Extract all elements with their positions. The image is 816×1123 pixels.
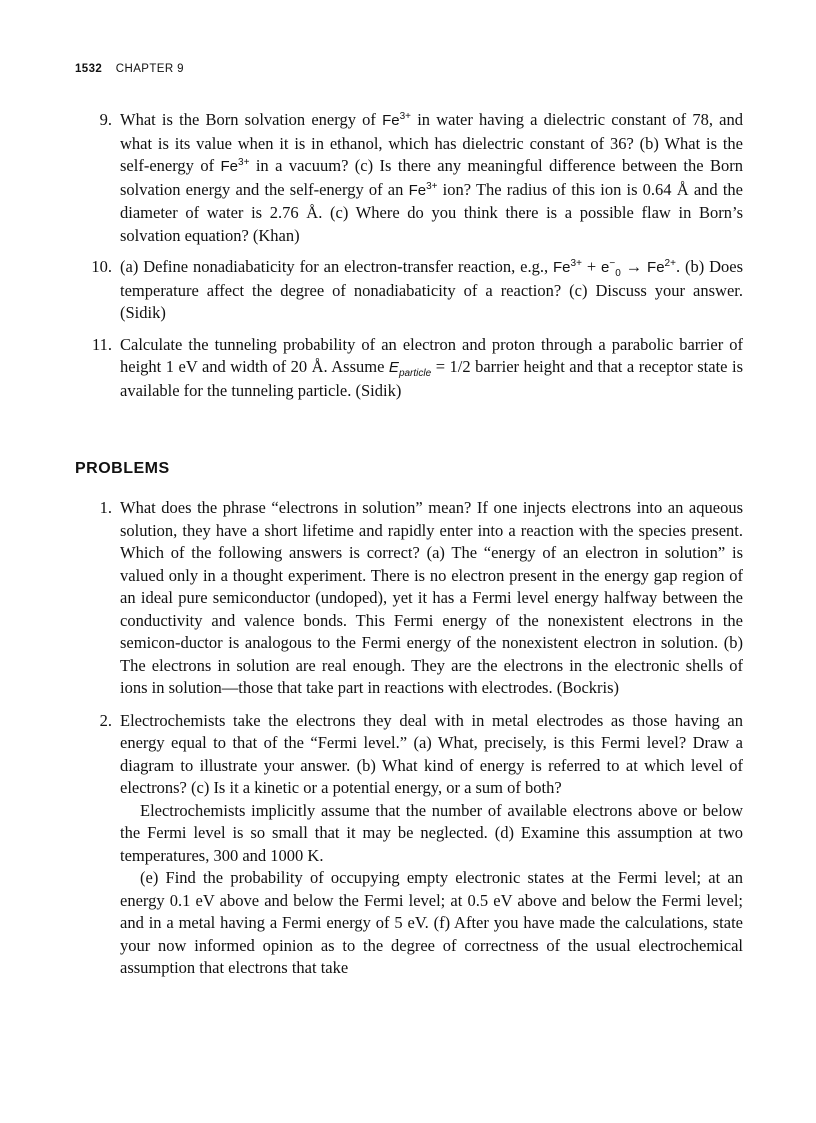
- problems-list: [75, 497, 743, 990]
- chemical-formula: [221, 158, 250, 175]
- question-item: [75, 109, 743, 247]
- text-run: What is the Born solvation energy of: [120, 110, 383, 129]
- text-run: = 1/2 barrier height and that a receptor state is available for the tunneling particle. (Sidik): [120, 357, 743, 400]
- chemical-formula: [382, 112, 411, 129]
- text-run: (a) Define nonadiabaticity for an electron-transfer reaction, e.g.,: [120, 257, 554, 276]
- problem-number: 1.: [99, 498, 112, 517]
- question-item: [75, 256, 743, 325]
- formula-superscript: 2+: [664, 258, 676, 269]
- text-run: +: [581, 257, 602, 276]
- formula-superscript: 3+: [570, 258, 582, 269]
- formula-subscript: 0: [615, 268, 621, 279]
- question-text: [120, 109, 743, 247]
- formula-superscript: 3+: [238, 157, 250, 168]
- formula-base: Fe: [408, 181, 427, 199]
- chemical-formula: [647, 259, 676, 276]
- chemical-formula: [409, 182, 438, 199]
- problem-paragraph: Electrochemists take the electrons they deal with in metal electrodes as those having an energy equal to that of the “Fermi level.” (a) What, precisely, is this Fermi level? Draw a diagram to illustrate your answer. (b) What kind of energy is referred to at which level of electrons? (c) Is it a kinetic or a potential energy, or a sum of both?: [120, 710, 743, 797]
- problem-number: 2.: [99, 710, 112, 730]
- problem-paragraph: (e) Find the probability of occupying empty electronic states at the Fermi level; at an energy 0.1 eV above and below the Fermi level; at 0.5 eV above and below the Fermi level; and in a metal having a Fermi energy of 5 eV. (f) After you have made the calculations, state your now informed opinion as to the degree of correctness of the usual electrochemical assumption that electrons that take: [120, 868, 743, 977]
- question-number: 11.: [91, 334, 112, 354]
- formula-base: Fe: [553, 259, 571, 276]
- formula-base: Fe: [382, 112, 400, 129]
- page-header: [75, 63, 184, 75]
- formula-superscript: 3+: [426, 180, 438, 192]
- problem-paragraph: Electrochemists implicitly assume that the number of available electrons above or below the Fermi level is so small that it may be neglected. (d) Examine this assumption at two temperatures, 300 and 1000 K.: [120, 800, 743, 865]
- text-run: →: [620, 257, 648, 276]
- text-run: in water having a dielectric constant of 78, and what is its value when it is in ethanol, which has dielectric constant of 36? (b) What is the self-energy of: [120, 110, 743, 175]
- text-run: in a vacuum? (c) Is there any meaningful difference between the Born solvation energy and the self-energy of an: [120, 156, 744, 199]
- text-run: Calculate the tunneling probability of an electron and proton through a parabolic barrier of height 1 eV and width of 20 Å. Assume: [120, 334, 743, 376]
- chemical-formula: [553, 259, 582, 276]
- problem-text: [120, 497, 743, 700]
- question-text: [120, 334, 743, 403]
- formula-base: e: [601, 259, 610, 276]
- formula-base: E: [388, 359, 399, 376]
- problem-text: [120, 710, 743, 980]
- formula-superscript: 3+: [399, 111, 411, 122]
- question-item: [75, 334, 743, 403]
- formula-superscript: −: [609, 258, 616, 269]
- problem-item: [75, 710, 743, 980]
- problem-paragraph: What does the phrase “electrons in solution” mean? If one injects electrons into an aqueous solution, they have a short lifetime and rapidly enter into a reaction with the species present. Which of the following answers is correct? (a) The “energy of an electron in solution” is valued only in a thought experiment. There is no electron present in the energy gap region of an ideal pure semiconductor (undoped), yet it has a Fermi level energy halfway between the conductivity and valence bonds. This Fermi energy of the nonexistent electrons in the semicon-ductor is analogous to the Fermi energy of the nonexistent electron in solution. (b) The electrons in solution are real enough. They are the electrons in the electronic shells of ions in solution—those that take part in reactions with electrodes. (Bockris): [120, 498, 743, 697]
- problem-item: [75, 497, 743, 700]
- page-number: 1532: [75, 63, 103, 75]
- chemical-formula: [388, 359, 432, 379]
- questions-list: [75, 109, 743, 411]
- chapter-label: CHAPTER 9: [115, 63, 184, 75]
- formula-base: Fe: [220, 158, 239, 175]
- text-run: . (b) Does temperature affect the degree of nonadiabaticity of a reaction? (c) Discuss your answer. (Sidik): [120, 257, 743, 322]
- problems-heading: PROBLEMS: [75, 460, 170, 477]
- question-number: 10.: [91, 257, 112, 276]
- formula-subscript: particle: [398, 368, 432, 379]
- text-run: ion? The radius of this ion is 0.64 Å and the diameter of water is 2.76 Å. (c) Where do you think there is a possible flaw in Born’s solvation equation? (Khan): [120, 179, 743, 245]
- question-text: [120, 256, 743, 325]
- question-number: 9.: [99, 110, 112, 129]
- chemical-formula: [601, 258, 621, 279]
- formula-base: Fe: [647, 259, 665, 276]
